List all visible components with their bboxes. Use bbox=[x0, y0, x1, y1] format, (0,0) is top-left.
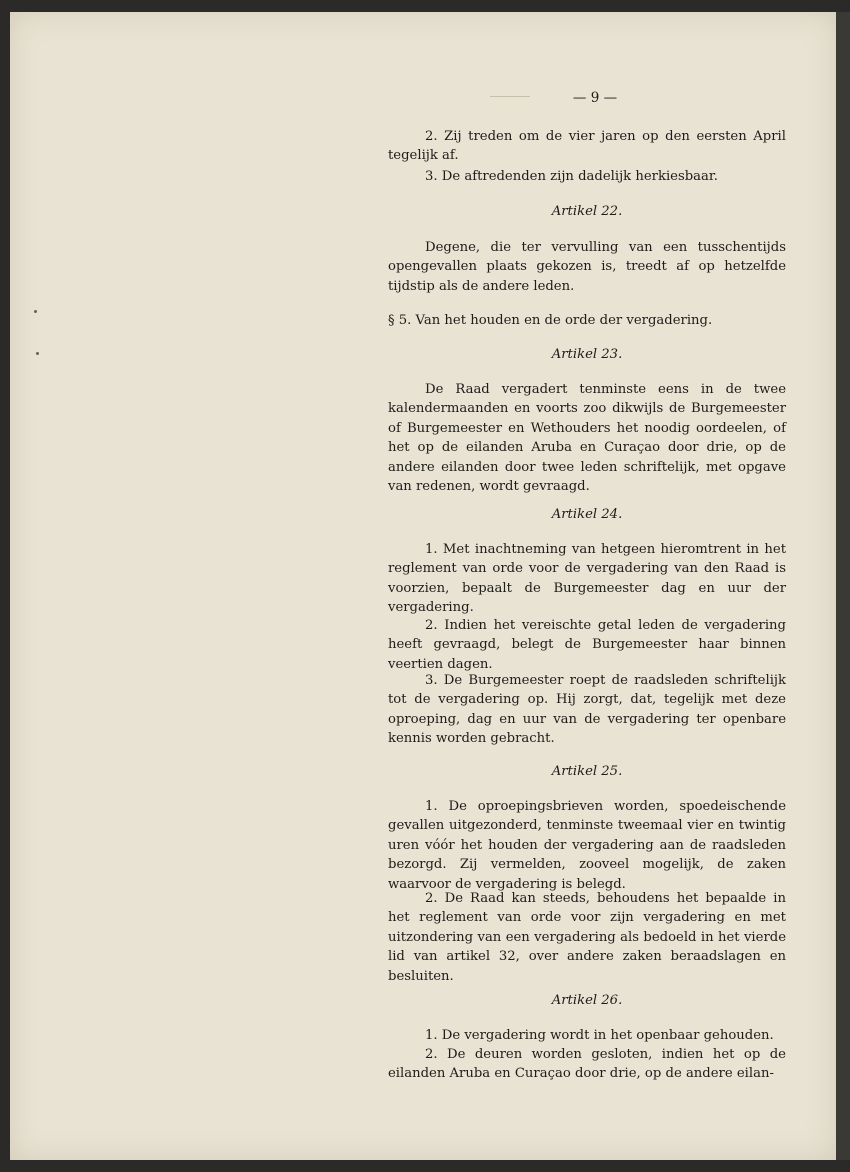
section-5-heading: § 5. Van het houden en de orde der vergadering. bbox=[388, 313, 713, 328]
article-24-heading: Artikel 24. bbox=[551, 507, 623, 522]
article-26-paragraph-2: 2. De deuren worden gesloten, indien het op de eilanden Aruba en Curaçao door drie, op de andere eilan- bbox=[388, 1047, 786, 1082]
article-26-paragraph-1: 1. De vergadering wordt in het openbaar gehouden. bbox=[425, 1028, 774, 1043]
article-25-paragraph-1: 1. De oproepingsbrieven worden, spoedeischende gevallen uitgezonderd, tenminste tweemaal vier en twintig uren vóór het houden der vergadering aan de raadsleden bezorgd. Zij vermelden, zooveel mogelijk, de zaken waarvoor de vergadering is belegd. bbox=[388, 799, 786, 892]
article-21-paragraph-2: 2. Zij treden om de vier jaren op den eersten April tegelijk af. bbox=[388, 129, 786, 164]
article-22-heading: Artikel 22. bbox=[551, 204, 623, 219]
article-22-paragraph: Degene, die ter vervulling van een tusschentijds opengevallen plaats gekozen is, treedt af op hetzelfde tijdstip als de andere leden. bbox=[388, 240, 786, 294]
scan-speck bbox=[36, 352, 39, 355]
bleed-through-mark bbox=[490, 96, 530, 97]
scan-speck bbox=[34, 310, 37, 313]
article-21-paragraph-3: 3. De aftredenden zijn dadelijk herkiesbaar. bbox=[425, 169, 718, 184]
article-23-paragraph: De Raad vergadert tenminste eens in de twee kalendermaanden en voorts zoo dikwijls de Burgemeester of Burgemeester en Wethouders het noodig oordeelen, of het op de eilanden Aruba en Curaçao door drie, op de andere eilanden door twee leden schriftelijk, met opgave van redenen, wordt gevraagd. bbox=[388, 382, 786, 495]
article-25-heading: Artikel 25. bbox=[551, 764, 623, 779]
article-24-paragraph-2: 2. Indien het vereischte getal leden de vergadering heeft gevraagd, belegt de Burgemeester haar binnen veertien dagen. bbox=[388, 618, 786, 672]
article-23-heading: Artikel 23. bbox=[551, 347, 623, 362]
page-number: — 9 — bbox=[572, 90, 618, 106]
article-26-heading: Artikel 26. bbox=[551, 993, 623, 1008]
article-25-paragraph-2: 2. De Raad kan steeds, behoudens het bepaalde in het reglement van orde voor zijn vergadering en met uitzondering van een vergadering als bedoeld in het vierde lid van artikel 32, over andere zaken beraadslagen en besluiten. bbox=[388, 891, 786, 984]
scan-edge bbox=[836, 12, 850, 1160]
article-24-paragraph-1: 1. Met inachtneming van hetgeen hieromtrent in het reglement van orde voor de vergadering van den Raad is voorzien, bepaalt de Burgemeester dag en uur der vergadering. bbox=[388, 542, 786, 616]
article-24-paragraph-3: 3. De Burgemeester roept de raadsleden schriftelijk tot de vergadering op. Hij zorgt, dat, tegelijk met deze oproeping, dag en uur van de vergadering ter openbare kennis worden gebracht. bbox=[388, 673, 786, 747]
